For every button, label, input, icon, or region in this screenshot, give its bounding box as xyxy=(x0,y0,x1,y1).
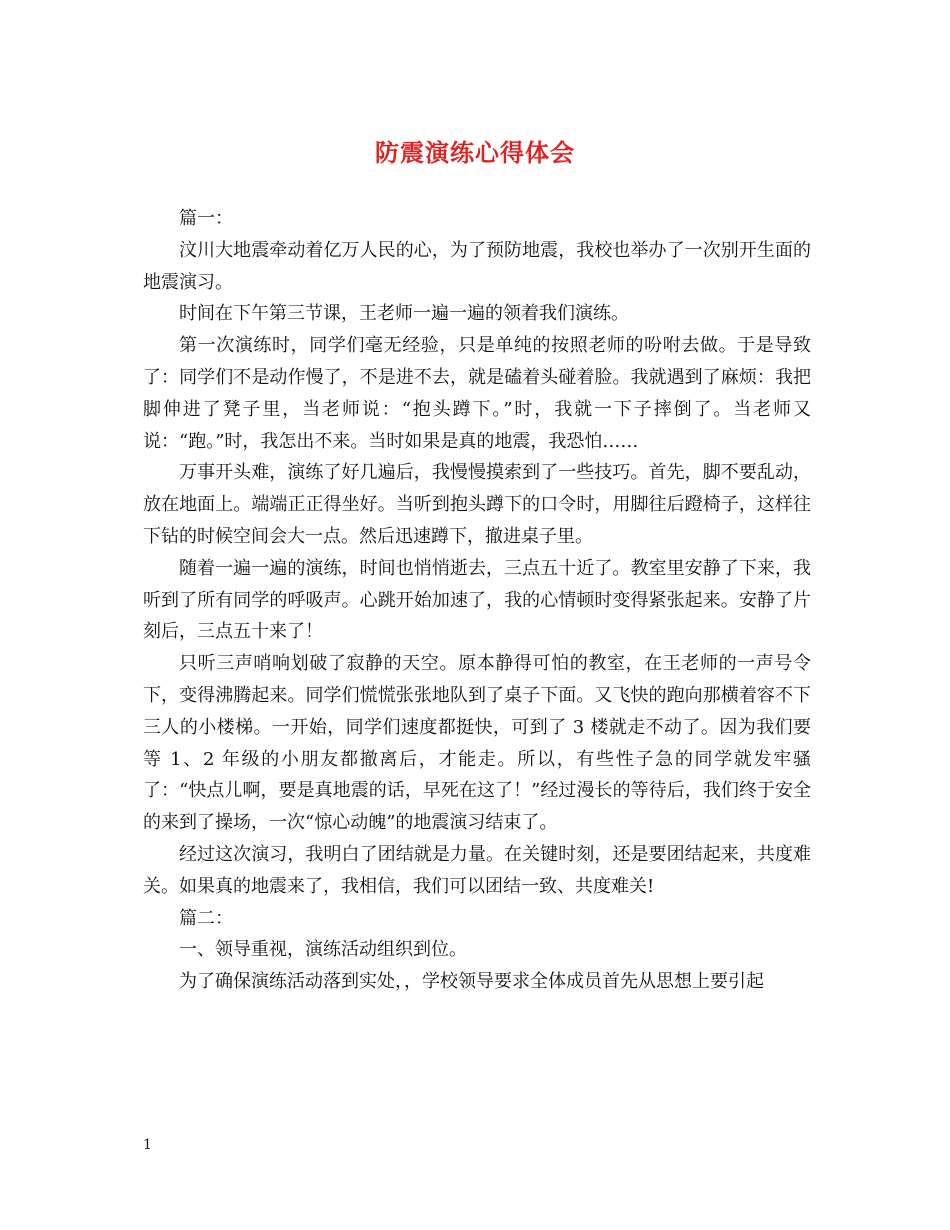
document-title: 防震演练心得体会 xyxy=(375,139,575,167)
paragraph: 经过这次演习，我明白了团结就是力量。在关键时刻，还是要团结起来，共度难关。如果真的地震来了，我相信，我们可以团结一致、共度难关! xyxy=(143,843,811,897)
paragraph: 汶川大地震牵动着亿万人民的心，为了预防地震，我校也举办了一次别开生面的地震演习。 xyxy=(143,239,811,293)
paragraph: 随着一遍一遍的演练，时间也悄悄逝去，三点五十近了。教室里安静了下来，我听到了所有同学的呼吸声。心跳开始加速了，我的心情顿时变得紧张起来。安静了片刻后，三点五十来了！ xyxy=(143,557,811,643)
paragraph: 篇二： xyxy=(179,907,233,929)
paragraph: 第一次演练时，同学们毫无经验，只是单纯的按照老师的吩咐去做。于是导致了：同学们不是动作慢了，不是进不去，就是磕着头碰着脸。我就遇到了麻烦：我把脚伸进了凳子里，当老师说：“抱头蹲下。”时，我就一下子摔倒了。当老师又说：“跑。”时，我怎出不来。当时如果是真的地震，我恐怕…… xyxy=(143,335,811,452)
document-body xyxy=(143,203,811,998)
paragraph: 一、领导重视，演练活动组织到位。 xyxy=(179,939,467,961)
paragraph: 篇一： xyxy=(179,208,233,229)
page-number: 1 xyxy=(143,1137,152,1153)
paragraph: 只听三声哨响划破了寂静的天空。原本静得可怕的教室，在王老师的一声号令下，变得沸腾起来。同学们慌慌张张地队到了桌子下面。又飞快的跑向那横着容不下三人的小楼梯。一开始，同学们速度都挺快，可到了 3 楼就走不动了。因为我们要等 1、2 年级的小朋友都撤离后，才能走。所以，有些性子急的同学就发牢骚了：“快点儿啊，要是真地震的话，早死在这了！”经过漫长的等待后，我们终于安全的来到了操场，一次“惊心动魄”的地震演习结束了。 xyxy=(143,653,811,834)
paragraph: 为了确保演练活动落到实处，，学校领导要求全体成员首先从思想上要引起 xyxy=(179,971,764,993)
paragraph: 万事开头难，演练了好几遍后，我慢慢摸索到了一些技巧。首先，脚不要乱动，放在地面上。端端正正得坐好。当听到抱头蹲下的口令时，用脚往后蹬椅子，这样往下钻的时候空间会大一点。然后迅速蹲下，撤进桌子里。 xyxy=(143,462,811,547)
paragraph: 时间在下午第三节课，王老师一遍一遍的领着我们演练。 xyxy=(179,303,629,325)
